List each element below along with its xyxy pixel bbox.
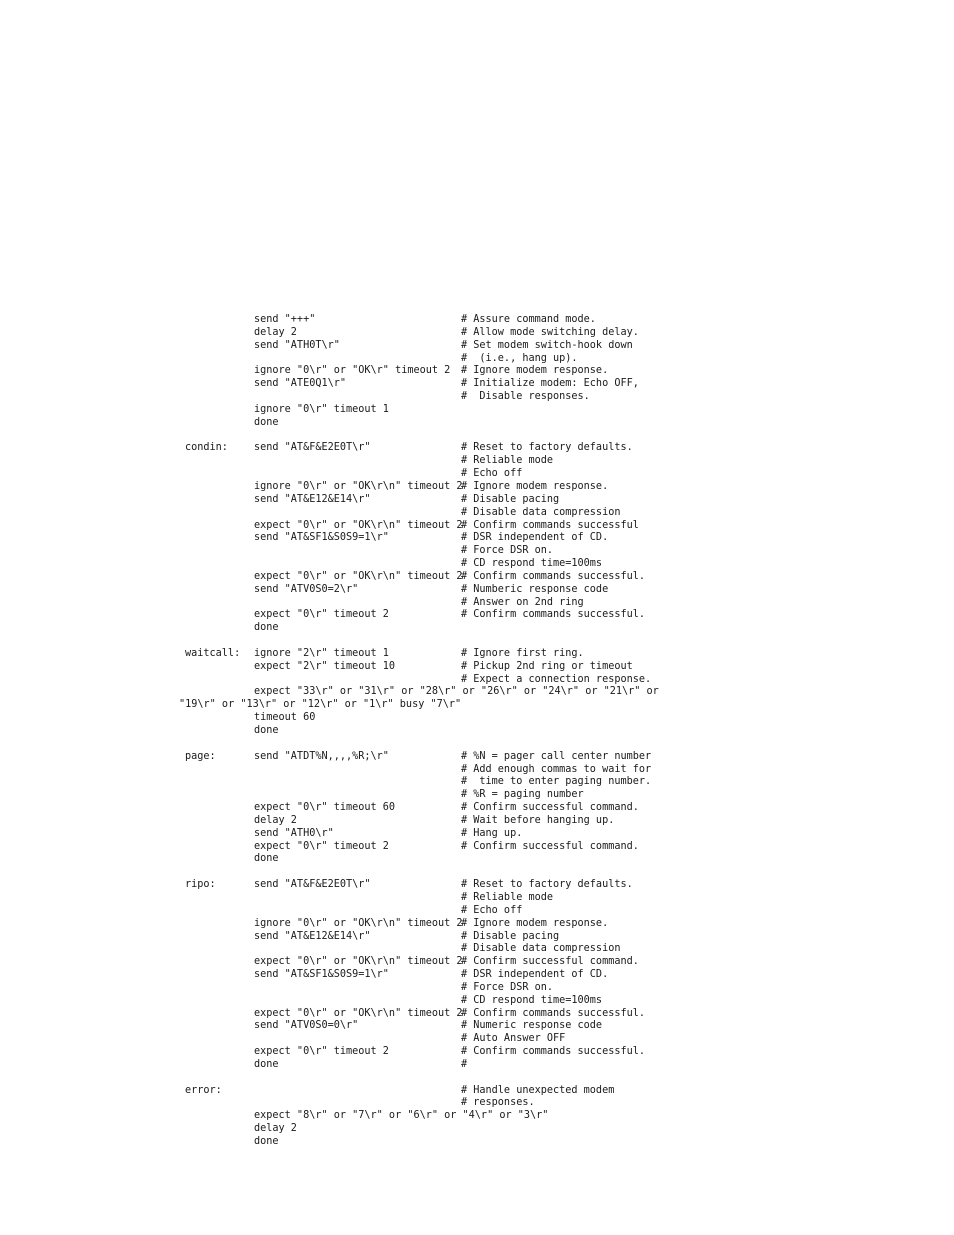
script-comment: # Disable data compression [461, 506, 621, 518]
code-line [179, 776, 939, 789]
script-comment: # [461, 1058, 468, 1070]
code-line [179, 558, 939, 571]
script-comment: # Auto Answer OFF [461, 1033, 566, 1045]
script-comment: # Add enough commas to wait for [461, 763, 652, 775]
script-command: expect "0\r" or "OK\r\n" timeout 2 [254, 956, 463, 968]
script-comment: # %R = paging number [461, 789, 584, 801]
code-line [179, 1085, 939, 1098]
code-line [179, 982, 939, 995]
script-command: ignore "0\r" or "OK\r\n" timeout 2 [254, 480, 463, 492]
script-comment: # Wait before hanging up. [461, 814, 615, 826]
script-command: expect "0\r" or "OK\r\n" timeout 2 [254, 570, 463, 582]
code-line [179, 545, 939, 558]
code-line [179, 738, 939, 751]
script-command-continuation: "19\r" or "13\r" or "12\r" or "1\r" busy "7\r" [179, 699, 462, 711]
code-line [179, 699, 939, 712]
script-command: send "AT&F&E2E0T\r" [254, 442, 371, 454]
code-line [179, 853, 939, 866]
script-command: expect "8\r" or "7\r" or "6\r" or "4\r" or "3\r" [254, 1110, 549, 1122]
script-comment: # Confirm successful command. [461, 840, 639, 852]
code-line [179, 1046, 939, 1059]
code-line [179, 378, 939, 391]
code-line [179, 931, 939, 944]
script-label: ripo: [185, 879, 216, 891]
code-line [179, 686, 939, 699]
script-command: send "ATH0T\r" [254, 339, 340, 351]
code-line [179, 327, 939, 340]
script-command: expect "0\r" or "OK\r\n" timeout 2 [254, 519, 463, 531]
script-comment: # Ignore modem response. [461, 365, 609, 377]
script-command: done [254, 1136, 279, 1147]
code-line [179, 712, 939, 725]
code-line [179, 340, 939, 353]
code-line [179, 1136, 939, 1149]
script-comment: # Reset to factory defaults. [461, 879, 633, 891]
script-comment: # responses. [461, 1097, 535, 1109]
script-command: send "AT&E12&E14\r" [254, 930, 371, 942]
code-line [179, 1008, 939, 1021]
code-line [179, 1033, 939, 1046]
script-comment: # Echo off [461, 468, 523, 480]
script-command: send "+++" [254, 314, 316, 325]
script-comment: # Allow mode switching delay. [461, 326, 639, 338]
code-line [179, 609, 939, 622]
script-comment: # Numberic response code [461, 583, 609, 595]
script-command: ignore "2\r" timeout 1 [254, 647, 389, 659]
script-command: expect "2\r" timeout 10 [254, 660, 396, 672]
script-comment: # Ignore modem response. [461, 917, 609, 929]
script-command: timeout 60 [254, 712, 316, 724]
script-command: send "ATE0Q1\r" [254, 378, 347, 390]
code-line [179, 995, 939, 1008]
code-line [179, 430, 939, 443]
script-comment: # time to enter paging number. [461, 776, 652, 788]
script-comment: # Ignore modem response. [461, 480, 609, 492]
script-comment: # Confirm successful command. [461, 802, 639, 814]
script-comment: # (i.e., hang up). [461, 352, 578, 364]
code-line [179, 1020, 939, 1033]
script-comment: # CD respond time=100ms [461, 558, 603, 570]
code-line [179, 455, 939, 468]
code-line [179, 841, 939, 854]
script-command: expect "0\r" timeout 60 [254, 802, 396, 814]
script-comment: # Expect a connection response. [461, 673, 652, 685]
code-line [179, 866, 939, 879]
code-line [179, 571, 939, 584]
script-comment: # DSR independent of CD. [461, 969, 609, 981]
script-comment: # Reliable mode [461, 455, 554, 467]
script-command: ignore "0\r" or "OK\r\n" timeout 2 [254, 917, 463, 929]
script-command: done [254, 853, 279, 865]
script-label: waitcall: [185, 647, 241, 659]
script-comment: # Disable data compression [461, 943, 621, 955]
code-line [179, 520, 939, 533]
script-comment: # Confirm commands successful. [461, 609, 646, 621]
script-command: expect "0\r" or "OK\r\n" timeout 2 [254, 1007, 463, 1019]
script-comment: # Assure command mode. [461, 314, 596, 325]
code-line [179, 442, 939, 455]
script-comment: # Reset to factory defaults. [461, 442, 633, 454]
code-line [179, 1097, 939, 1110]
code-line [179, 815, 939, 828]
script-command: send "AT&E12&E14\r" [254, 493, 371, 505]
script-command: send "ATV0S0=2\r" [254, 583, 359, 595]
script-command: send "ATV0S0=0\r" [254, 1020, 359, 1032]
code-line [179, 905, 939, 918]
code-line [179, 481, 939, 494]
code-line [179, 1123, 939, 1136]
script-comment: # Ignore first ring. [461, 647, 584, 659]
script-comment: # Echo off [461, 904, 523, 916]
script-command: delay 2 [254, 1123, 297, 1135]
script-command: done [254, 622, 279, 634]
script-comment: # Reliable mode [461, 891, 554, 903]
code-line [179, 969, 939, 982]
code-line [179, 1059, 939, 1072]
script-command: expect "0\r" timeout 2 [254, 840, 389, 852]
code-line [179, 391, 939, 404]
script-command: expect "0\r" timeout 2 [254, 609, 389, 621]
code-line [179, 404, 939, 417]
code-line [179, 507, 939, 520]
code-line [179, 918, 939, 931]
script-command: send "AT&F&E2E0T\r" [254, 879, 371, 891]
script-command: expect "0\r" timeout 2 [254, 1046, 389, 1058]
script-comment: # Answer on 2nd ring [461, 596, 584, 608]
script-comment: # Confirm commands successful. [461, 1046, 646, 1058]
script-command: send "AT&SF1&S0S9=1\r" [254, 969, 389, 981]
code-line [179, 751, 939, 764]
script-comment: # Set modem switch-hook down [461, 339, 633, 351]
script-comment: # CD respond time=100ms [461, 994, 603, 1006]
code-line [179, 879, 939, 892]
code-line [179, 314, 939, 327]
code-line [179, 365, 939, 378]
script-comment: # DSR independent of CD. [461, 532, 609, 544]
script-comment: # Disable responses. [461, 391, 590, 403]
script-command: done [254, 725, 279, 736]
script-command: ignore "0\r" timeout 1 [254, 403, 389, 415]
script-command: delay 2 [254, 326, 297, 338]
modem-script-listing [179, 314, 939, 1149]
code-line [179, 584, 939, 597]
code-line [179, 468, 939, 481]
code-line [179, 956, 939, 969]
code-line [179, 597, 939, 610]
code-line [179, 789, 939, 802]
script-comment: # Confirm successful command. [461, 956, 639, 968]
script-command: send "ATH0\r" [254, 827, 334, 839]
script-comment: # Force DSR on. [461, 981, 554, 993]
code-line [179, 494, 939, 507]
script-comment: # Disable pacing [461, 930, 560, 942]
script-command: send "ATDT%N,,,,%R;\r" [254, 750, 389, 762]
code-line [179, 674, 939, 687]
code-line [179, 1072, 939, 1085]
code-line [179, 892, 939, 905]
code-line [179, 648, 939, 661]
script-comment: # Handle unexpected modem [461, 1084, 615, 1096]
script-command: expect "33\r" or "31\r" or "28\r" or "26\r" or "24\r" or "21\r" or [254, 686, 659, 698]
script-comment: # Force DSR on. [461, 545, 554, 557]
code-line [179, 828, 939, 841]
code-line [179, 417, 939, 430]
script-comment: # Numeric response code [461, 1020, 603, 1032]
script-comment: # Hang up. [461, 827, 523, 839]
code-line [179, 725, 939, 738]
code-line [179, 635, 939, 648]
script-comment: # Confirm commands successful [461, 519, 639, 531]
script-comment: # Pickup 2nd ring or timeout [461, 660, 633, 672]
script-comment: # Disable pacing [461, 493, 560, 505]
code-line [179, 764, 939, 777]
script-comment: # Confirm commands successful. [461, 1007, 646, 1019]
code-line [179, 943, 939, 956]
code-line [179, 1110, 939, 1123]
code-line [179, 622, 939, 635]
script-comment: # Initialize modem: Echo OFF, [461, 378, 639, 390]
script-command: send "AT&SF1&S0S9=1\r" [254, 532, 389, 544]
script-command: done [254, 1058, 279, 1070]
script-label: page: [185, 750, 216, 762]
script-comment: # %N = pager call center number [461, 750, 652, 762]
code-line [179, 802, 939, 815]
script-comment: # Confirm commands successful. [461, 570, 646, 582]
code-line [179, 353, 939, 366]
script-command: ignore "0\r" or "OK\r" timeout 2 [254, 365, 451, 377]
code-line [179, 661, 939, 674]
code-line [179, 532, 939, 545]
script-command: delay 2 [254, 814, 297, 826]
script-command: done [254, 416, 279, 428]
script-label: error: [185, 1084, 222, 1096]
script-label: condin: [185, 442, 228, 454]
